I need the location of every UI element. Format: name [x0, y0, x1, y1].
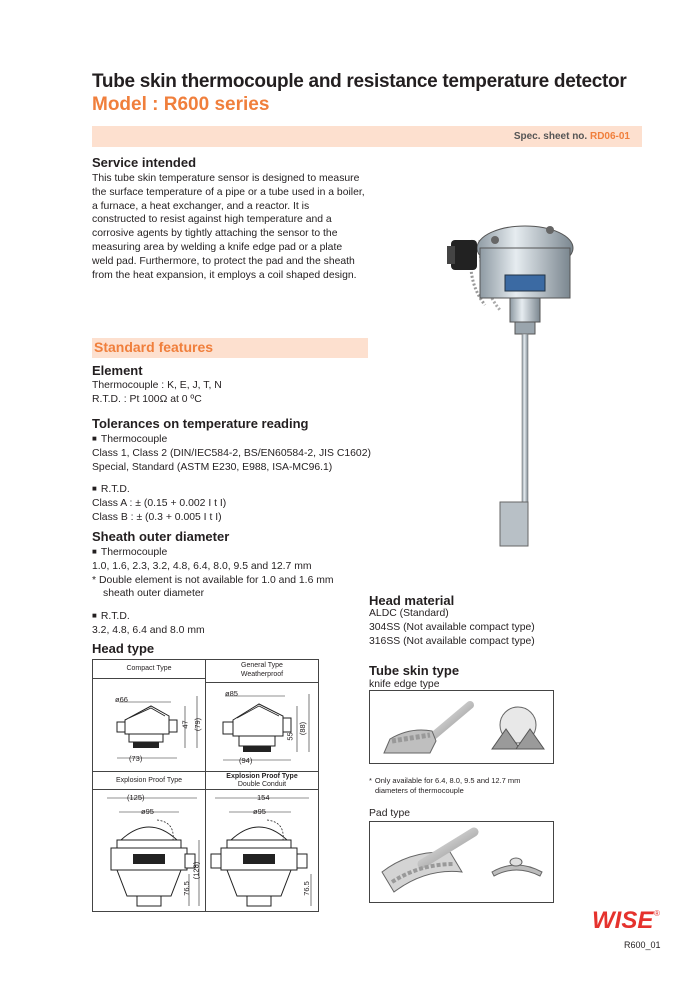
- svg-text:WISE: WISE: [592, 907, 654, 934]
- general-type-label: General Type: [241, 662, 283, 669]
- standard-features-heading: Standard features: [94, 339, 214, 355]
- tolerance-line: Class A : ± (0.15 + 0.002 I t I): [92, 498, 227, 510]
- compact-type-label: Compact Type: [126, 665, 172, 672]
- explosion-width: (125): [127, 793, 145, 802]
- service-heading: Service intended: [92, 155, 197, 170]
- knife-edge-image: [369, 690, 554, 764]
- tolerances-rtd-label: ■ R.T.D.: [92, 482, 371, 497]
- tube-skin-heading: Tube skin type: [369, 663, 460, 678]
- head-material-heading: Head material: [369, 593, 455, 608]
- head-material-line: 316SS (Not available compact type): [369, 635, 535, 647]
- head-material-line: 304SS (Not available compact type): [369, 621, 535, 633]
- sheath-note: * Double element is not available for 1.0 and 1.6 mm: [92, 574, 334, 588]
- head-type-heading: Head type: [92, 641, 155, 656]
- sheath-heading: Sheath outer diameter: [92, 529, 230, 544]
- service-line: This tube skin temperature sensor is designed to measure: [92, 173, 360, 184]
- service-line: measuring area by welding a knife edge pad or a plate: [92, 241, 343, 253]
- tolerances-text: [92, 432, 371, 525]
- spec-bar: [92, 126, 642, 147]
- wise-logo-mark: [590, 906, 660, 934]
- spec-label: Spec. sheet no.: [513, 131, 588, 142]
- spec-no: RD06-01: [589, 131, 630, 142]
- explosion-height: 76.5: [181, 881, 191, 896]
- element-text: [92, 379, 222, 407]
- standard-features-bar: [92, 338, 368, 358]
- double-conduit-height: 76.5: [301, 881, 311, 896]
- double-conduit-width: 154: [257, 793, 270, 802]
- tolerances-tc-label: ■ Thermocouple: [92, 432, 371, 447]
- spec-sheet-number: [514, 131, 630, 142]
- tolerance-line: Class 1, Class 2 (DIN/IEC584-2, BS/EN60584-2, JIS C1602): [92, 447, 371, 459]
- sheath-text: [92, 545, 334, 638]
- document-title: Tube skin thermocouple and resistance temperature detector: [92, 71, 627, 92]
- compact-diameter: ø66: [115, 695, 128, 704]
- head-type-diagram: [92, 659, 319, 912]
- head-material-line: ALDC (Standard): [369, 608, 449, 619]
- explosion-proof-label: Explosion Proof Type: [115, 777, 183, 784]
- compact-height: 47: [180, 720, 190, 729]
- explosion-height-total: (128): [191, 861, 201, 880]
- pad-type-illustration: [370, 822, 553, 902]
- compact-width: (73): [129, 754, 143, 763]
- pad-type-label: Pad type: [369, 808, 411, 819]
- knife-edge-label: knife edge type: [369, 679, 440, 690]
- sheath-tc-label: ■ Thermocouple: [92, 545, 334, 560]
- service-line: corrosive agents by tightly attaching the sensor to the: [92, 228, 338, 240]
- sheath-note-cont: sheath outer diameter: [103, 588, 205, 600]
- service-line: constructed to resist against high temperature and a: [92, 214, 332, 226]
- sheath-tc-line: 1.0, 1.6, 2.3, 3.2, 4.8, 6.4, 8.0, 9.5 and 12.7 mm: [92, 560, 312, 572]
- product-photo: [445, 200, 585, 570]
- double-conduit-label: Double Conduit: [237, 781, 287, 788]
- model-subtitle: Model : R600 series: [92, 94, 270, 115]
- service-line: a furnace, a heat exchanger, and a reactor. It is: [92, 200, 310, 212]
- tube-skin-note: [369, 776, 520, 796]
- tolerances-heading: Tolerances on temperature reading: [92, 416, 309, 431]
- double-conduit-diameter: ø95: [253, 807, 266, 816]
- tolerance-line: Class B : ± (0.3 + 0.005 I t I): [92, 511, 222, 523]
- general-diameter: ø85: [225, 689, 238, 698]
- compact-height-total: (79): [193, 717, 203, 732]
- general-height-total: (88): [298, 721, 308, 736]
- service-text: [92, 172, 392, 282]
- element-line: Thermocouple : K, E, J, T, N: [92, 380, 222, 391]
- general-width: (94): [239, 756, 253, 765]
- element-line: R.T.D. : Pt 100Ω at 0 ºC: [92, 393, 202, 405]
- tolerance-line: Special, Standard (ASTM E230, E988, ISA-MC96.1): [92, 461, 333, 473]
- weatherproof-label: Weatherproof: [240, 671, 284, 678]
- explosion-proof-dc-label: Explosion Proof Type: [226, 773, 298, 780]
- explosion-diameter: ø95: [141, 807, 154, 816]
- page-number: R600_01: [624, 940, 661, 950]
- service-line: the surface temperature of a pipe or a tube used in a boiler,: [92, 186, 365, 198]
- knife-edge-illustration: [370, 691, 553, 763]
- wise-logo: [590, 906, 660, 939]
- element-heading: Element: [92, 363, 143, 378]
- sheath-rtd-line: 3.2, 4.8, 6.4 and 8.0 mm: [92, 624, 205, 636]
- head-material-text: [369, 607, 535, 648]
- svg-text:®: ®: [654, 909, 660, 918]
- general-height: 55: [285, 732, 295, 741]
- service-line: from the heat expansion, it employs a coil shaped design.: [92, 269, 357, 281]
- pad-type-image: [369, 821, 554, 903]
- tube-skin-note-cont: diameters of thermocouple: [375, 786, 464, 795]
- service-line: weld pad. Furthermore, to protect the pad and the sheath: [92, 255, 355, 267]
- sheath-rtd-label: ■ R.T.D.: [92, 609, 334, 624]
- tube-skin-note-line: * Only available for 6.4, 8.0, 9.5 and 12.7 mm: [369, 776, 520, 786]
